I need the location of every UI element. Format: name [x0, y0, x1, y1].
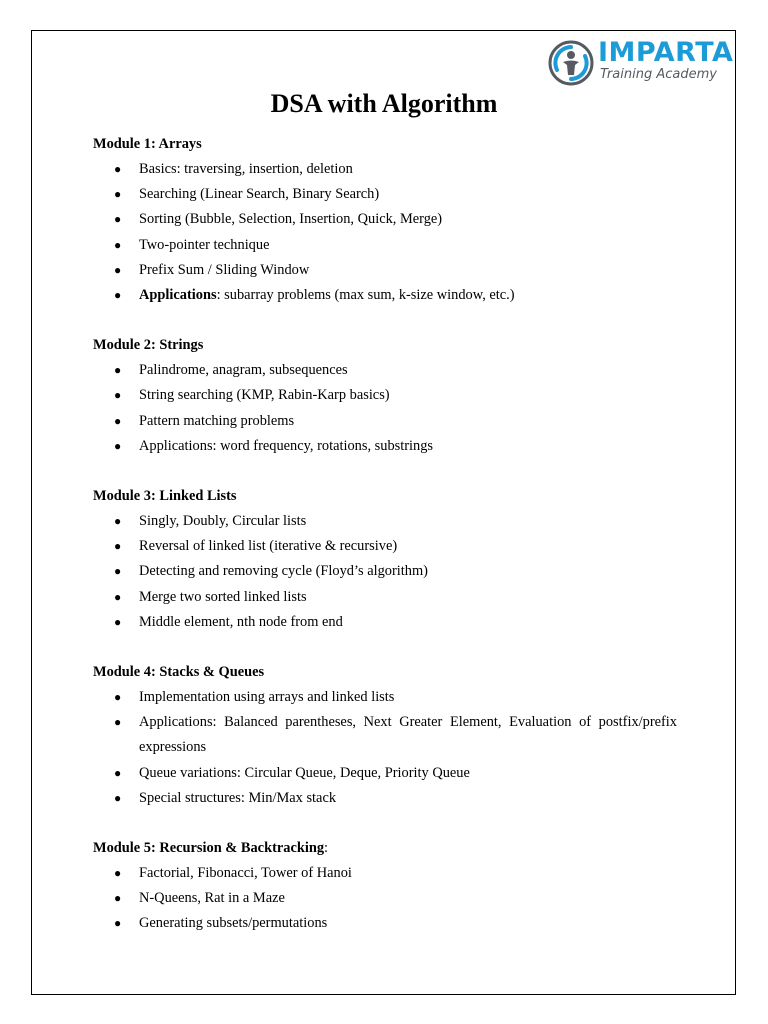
bullet-icon: ● — [114, 614, 122, 629]
module-strings — [93, 333, 677, 459]
bullet-icon: ● — [114, 438, 122, 453]
module-recursion-backtracking — [93, 836, 677, 937]
topic-item: ● Factorial, Fibonacci, Tower of Hanoi — [93, 861, 677, 886]
topic-item: ● Applications: word frequency, rotations, substrings — [93, 434, 677, 459]
topic-item: ● Merge two sorted linked lists — [93, 585, 677, 610]
document-title: DSA with Algorithm — [270, 89, 498, 118]
bullet-icon: ● — [114, 690, 122, 705]
bullet-icon: ● — [114, 413, 122, 428]
bullet-icon: ● — [114, 187, 122, 202]
bullet-icon: ● — [114, 564, 122, 579]
module-heading: Module 5: Recursion & Backtracking: — [93, 840, 329, 857]
topic-item: ● Implementation using arrays and linked lists — [93, 685, 677, 710]
imparta-logo — [548, 37, 734, 88]
bullet-icon: ● — [114, 589, 122, 604]
bullet-icon: ● — [114, 765, 122, 780]
topic-item: ● Searching (Linear Search, Binary Search) — [93, 182, 677, 207]
module-heading: Module 3: Linked Lists — [93, 488, 237, 505]
logo-mark-icon — [548, 40, 594, 86]
module-linked-lists — [93, 484, 677, 635]
topic-item: ● Applications: Balanced parentheses, Next Greater Element, Evaluation of postfix/prefix expressions — [93, 710, 677, 760]
bullet-icon: ● — [114, 288, 122, 303]
topic-item: ● Special structures: Min/Max stack — [93, 786, 677, 811]
topic-list — [93, 509, 677, 635]
topic-item: ● Basics: traversing, insertion, deletion — [93, 157, 677, 182]
module-heading: Module 4: Stacks & Queues — [93, 664, 265, 681]
module-stacks-queues — [93, 660, 677, 811]
topic-item: ● Prefix Sum / Sliding Window — [93, 258, 677, 283]
module-heading: Module 1: Arrays — [93, 136, 202, 152]
module-arrays — [93, 132, 677, 308]
bullet-icon: ● — [114, 388, 122, 403]
topic-item: ● Detecting and removing cycle (Floyd’s algorithm) — [93, 559, 677, 584]
topic-item: ● Middle element, nth node from end — [93, 610, 677, 635]
bullet-icon: ● — [114, 237, 122, 252]
topic-item: ● Applications: subarray problems (max sum, k-size window, etc.) — [93, 283, 677, 308]
topic-item: ● Two-pointer technique — [93, 233, 677, 258]
topic-item: ● Reversal of linked list (iterative & recursive) — [93, 534, 677, 559]
bullet-icon: ● — [114, 514, 122, 529]
bullet-icon: ● — [114, 539, 122, 554]
topic-item: ● Pattern matching problems — [93, 409, 677, 434]
bullet-icon: ● — [114, 212, 122, 227]
topic-list — [93, 861, 677, 937]
topic-item: ● N-Queens, Rat in a Maze — [93, 886, 677, 911]
bullet-icon: ● — [114, 162, 122, 176]
bullet-icon: ● — [114, 790, 122, 805]
topic-item: ● String searching (KMP, Rabin-Karp basics) — [93, 383, 677, 408]
topic-list — [93, 358, 677, 459]
topic-list — [93, 685, 677, 811]
topic-item: ● Palindrome, anagram, subsequences — [93, 358, 677, 383]
module-heading: Module 2: Strings — [93, 337, 204, 354]
module-list — [93, 132, 677, 962]
logo-name: IMPARTA — [598, 37, 734, 68]
logo-tagline: Training Academy — [600, 67, 717, 82]
bullet-icon: ● — [114, 916, 122, 931]
topic-item: ● Generating subsets/permutations — [93, 911, 677, 936]
topic-item: ● Queue variations: Circular Queue, Deque, Priority Queue — [93, 761, 677, 786]
bullet-icon: ● — [114, 891, 122, 906]
bullet-icon: ● — [114, 363, 122, 378]
topic-item: ● Singly, Doubly, Circular lists — [93, 509, 677, 534]
bullet-icon: ● — [114, 866, 122, 881]
topic-list — [93, 157, 677, 308]
bullet-icon: ● — [114, 715, 122, 730]
bullet-icon: ● — [114, 262, 122, 277]
topic-item: ● Sorting (Bubble, Selection, Insertion, Quick, Merge) — [93, 207, 677, 232]
